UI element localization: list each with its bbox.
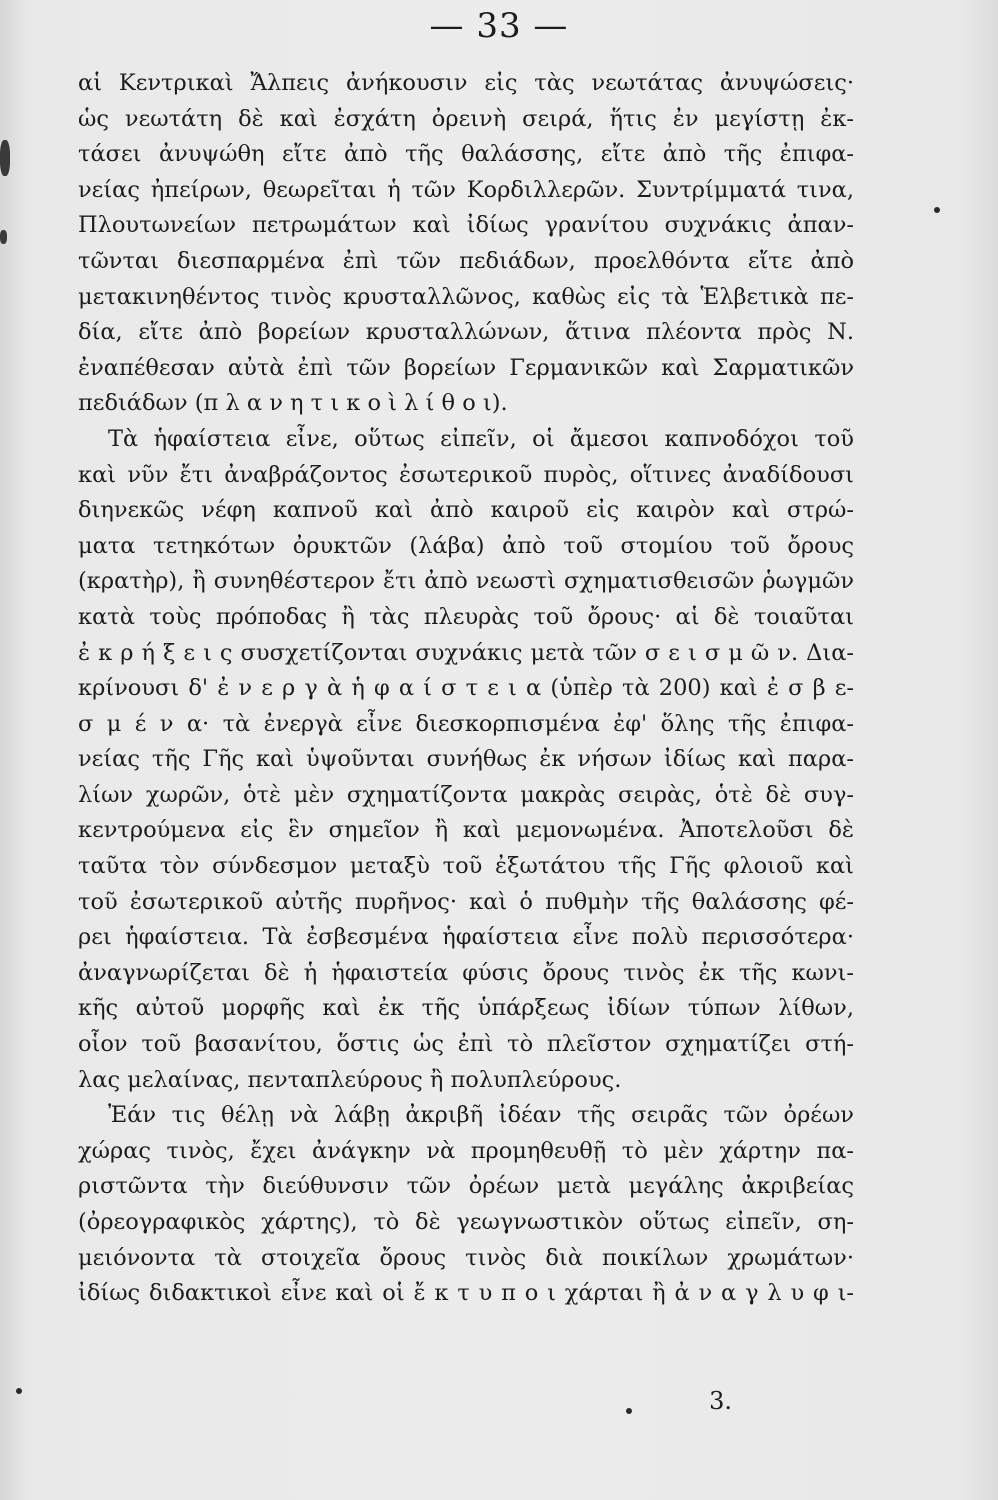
text-line: ρει ἡφαίστεια. Τὰ ἐσβεσμένα ἡφαίστεια εἶνε πολὺ περισσότερα· <box>78 924 854 951</box>
text-line: κατὰ τοὺς πρόποδας ἢ τὰς πλευρὰς τοῦ ὄρους· αἱ δὲ τοιαῦται <box>78 603 854 630</box>
text-line: καὶ νῦν ἔτι ἀναβράζοντος ἐσωτερικοῦ πυρὸς, οἵτινες ἀναδίδουσι <box>78 461 854 488</box>
text-line: διηνεκῶς νέφη καπνοῦ καὶ ἀπὸ καιροῦ εἰς καιρὸν καὶ στρώ- <box>78 497 854 524</box>
text-line: κῆς αὐτοῦ μορφῆς καὶ ἐκ τῆς ὑπάρξεως ἰδίων τύπων λίθων, <box>78 995 854 1022</box>
text-line: (κρατὴρ), ἢ συνηθέστερον ἔτι ἀπὸ νεωστὶ σχηματισθεισῶν ῥωγμῶν <box>78 568 854 595</box>
text-line: λίων χωρῶν, ὁτὲ μὲν σχηματίζοντα μακρὰς σειρὰς, ὁτὲ δὲ συγ- <box>78 781 854 808</box>
text-line: μετακινηθέντος τινὸς κρυσταλλῶνος, καθὼς εἰς τὰ Ἑλβετικὰ πε- <box>78 283 854 310</box>
text-line: νείας ἠπείρων, θεωρεῖται ἡ τῶν Κορδιλλερῶν. Συντρίμματά τινα, <box>78 176 854 203</box>
text-line: πεδιάδων (π λ α ν η τ ι κ ο ὶ λ ί θ ο ι). <box>78 390 508 417</box>
text-line: μειόνοντα τὰ στοιχεῖα ὄρους τινὸς διὰ ποικίλων χρωμάτων· <box>78 1244 854 1271</box>
binding-mark <box>0 140 10 176</box>
text-line: Πλουτωνείων πετρωμάτων καὶ ἰδίως γρανίτου συχνάκις ἀπαν- <box>78 212 854 239</box>
print-speck <box>626 1408 632 1414</box>
text-line: ἀναγνωρίζεται δὲ ἡ ἡφαιστεία φύσις ὄρους τινὸς ἐκ τῆς κωνι- <box>78 959 854 986</box>
text-line: ἐναπέθεσαν αὐτὰ ἐπὶ τῶν βορείων Γερμανικῶν καὶ Σαρματικῶν <box>78 354 854 381</box>
text-line: κεντρούμενα εἰς ἓν σημεῖον ἢ καὶ μεμονωμένα. Ἀποτελοῦσι δὲ <box>78 817 854 844</box>
text-line: νείας τῆς Γῆς καὶ ὑψοῦνται συνήθως ἐκ νήσων ἰδίως καὶ παρα- <box>78 746 854 773</box>
print-speck <box>934 207 940 213</box>
text-line: ἰδίως διδακτικοὶ εἶνε καὶ οἱ ἔ κ τ υ π ο ι χάρται ἢ ἀ ν α γ λ υ φ ι- <box>78 1280 854 1307</box>
text-line: λας μελαίνας, πενταπλεύρους ἢ πολυπλεύρους. <box>78 1066 622 1093</box>
text-line: τοῦ ἐσωτερικοῦ αὐτῆς πυρῆνος· καὶ ὁ πυθμὴν τῆς θαλάσσης φέ- <box>78 888 854 915</box>
text-line: τῶνται διεσπαρμένα ἐπὶ τῶν πεδιάδων, προελθόντα εἴτε ἀπὸ <box>78 247 854 274</box>
text-line: ματα τετηκότων ὀρυκτῶν (λάβα) ἀπὸ τοῦ στομίου τοῦ ὄρους <box>78 532 854 559</box>
signature-mark: 3. <box>709 1387 732 1415</box>
text-line: σ μ έ ν α· τὰ ἐνεργὰ εἶνε διεσκορπισμένα ἐφ' ὅλης τῆς ἐπιφα- <box>78 710 854 737</box>
text-line: ταῦτα τὸν σύνδεσμον μεταξὺ τοῦ ἐξωτάτου τῆς Γῆς φλοιοῦ καὶ <box>78 853 854 880</box>
page-number: — 33 — <box>429 6 569 46</box>
text-line: ἐ κ ρ ή ξ ε ι ς συσχετίζονται συχνάκις μετὰ τῶν σ ε ι σ μ ῶ ν. Δια- <box>78 639 854 666</box>
body-text <box>78 66 854 1312</box>
binding-mark <box>0 230 7 244</box>
text-line: τάσει ἀνυψώθη εἴτε ἀπὸ τῆς θαλάσσης, εἴτε ἀπὸ τῆς ἐπιφα- <box>78 141 854 168</box>
text-line: ὡς νεωτάτη δὲ καὶ ἐσχάτη ὀρεινὴ σειρά, ἥτις ἐν μεγίστῃ ἐκ- <box>78 105 854 132</box>
text-line: ριστῶντα τὴν διεύθυνσιν τῶν ὀρέων μετὰ μεγάλης ἀκριβείας <box>78 1173 854 1200</box>
text-line: Τὰ ἡφαίστεια εἶνε, οὕτως εἰπεῖν, οἱ ἄμεσοι καπνοδόχοι τοῦ <box>108 425 854 452</box>
print-speck <box>16 1388 22 1394</box>
text-line: χώρας τινὸς, ἔχει ἀνάγκην νὰ προμηθευθῇ τὸ μὲν χάρτην πα- <box>78 1137 854 1164</box>
text-line: οἷον τοῦ βασανίτου, ὅστις ὡς ἐπὶ τὸ πλεῖστον σχηματίζει στή- <box>78 1031 854 1058</box>
text-line: Ἐάν τις θέλῃ νὰ λάβῃ ἀκριβῆ ἰδέαν τῆς σειρᾶς τῶν ὀρέων <box>108 1102 854 1129</box>
text-line: δία, εἴτε ἀπὸ βορείων κρυσταλλώνων, ἅτινα πλέοντα πρὸς Ν. <box>78 319 854 346</box>
text-line: αἱ Κεντρικαὶ Ἄλπεις ἀνήκουσιν εἰς τὰς νεωτάτας ἀνυψώσεις· <box>78 70 854 96</box>
text-line: (ὀρεογραφικὸς χάρτης), τὸ δὲ γεωγνωστικὸν οὕτως εἰπεῖν, ση- <box>78 1209 854 1235</box>
text-line: κρίνουσι δ' ἐ ν ε ρ γ ὰ ἡ φ α ί σ τ ε ι α (ὑπὲρ τὰ 200) καὶ ἐ σ β ε- <box>78 675 854 702</box>
